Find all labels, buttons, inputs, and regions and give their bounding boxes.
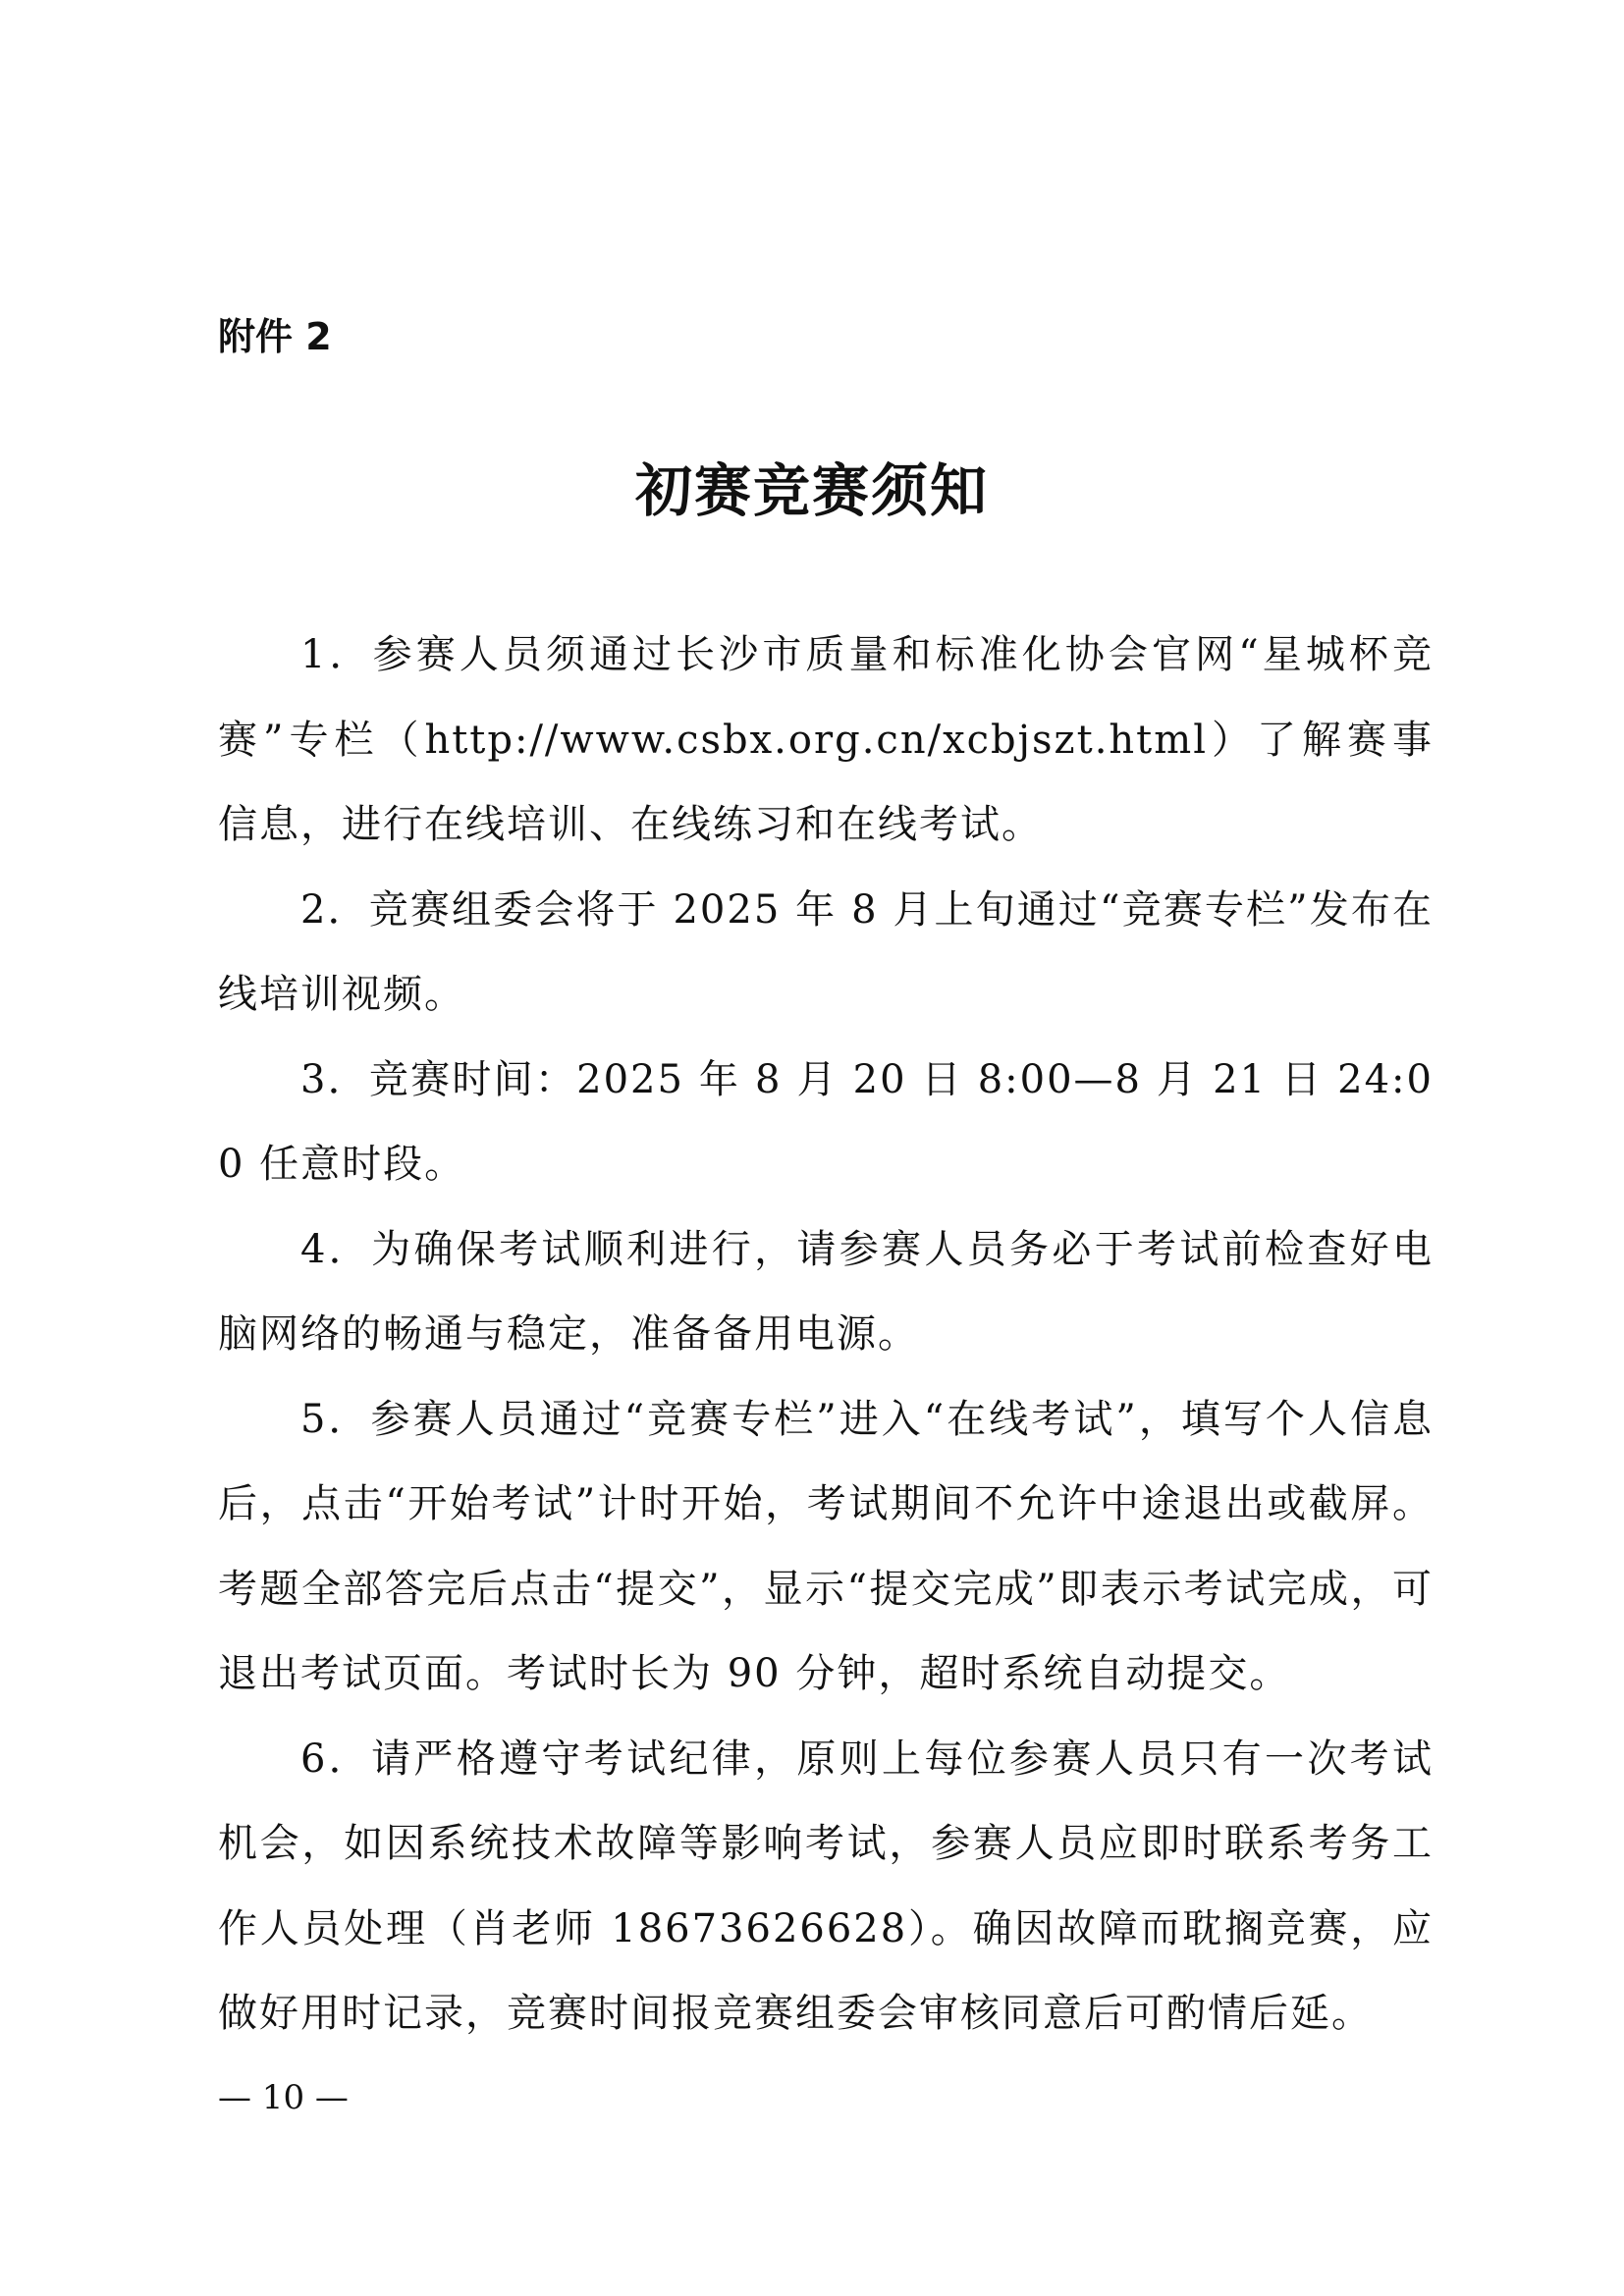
notice-paragraph-6: 6．请严格遵守考试纪律，原则上每位参赛人员只有一次考试机会，如因系统技术故障等影响考试，参赛人员应即时联系考务工作人员处理（肖老师 18673626628）。确因故障而耽搁竞赛，应做好用时记录，竞赛时间报竞赛组委会审核同意后可酌情后延。 — [218, 1735, 1434, 2036]
page-number: — 10 — — [218, 2078, 349, 2117]
notice-paragraph-3: 3．竞赛时间：2025 年 8 月 20 日 8:00—8 月 21 日 24:00 任意时段。 — [218, 1056, 1434, 1187]
notice-body — [218, 613, 1434, 2056]
attachment-label: 附件 2 — [218, 315, 332, 358]
notice-paragraph-2: 2．竞赛组委会将于 2025 年 8 月上旬通过“竞赛专栏”发布在线培训视频。 — [218, 886, 1434, 1017]
notice-paragraph-1: 1．参赛人员须通过长沙市质量和标准化协会官网“星城杯竞赛”专栏（http://www.csbx.org.cn/xcbjszt.html）了解赛事信息，进行在线培训、在线练习和在线考试。 — [218, 632, 1434, 847]
notice-paragraph-5: 5．参赛人员通过“竞赛专栏”进入“在线考试”，填写个人信息后，点击“开始考试”计时开始，考试期间不允许中途退出或截屏。考题全部答完后点击“提交”，显示“提交完成”即表示考试完成，可退出考试页面。考试时长为 90 分钟，超时系统自动提交。 — [218, 1396, 1434, 1696]
notice-paragraph-4: 4．为确保考试顺利进行，请参赛人员务必于考试前检查好电脑网络的畅通与稳定，准备备用电源。 — [218, 1226, 1434, 1357]
document-title: 初赛竞赛须知 — [634, 457, 989, 524]
